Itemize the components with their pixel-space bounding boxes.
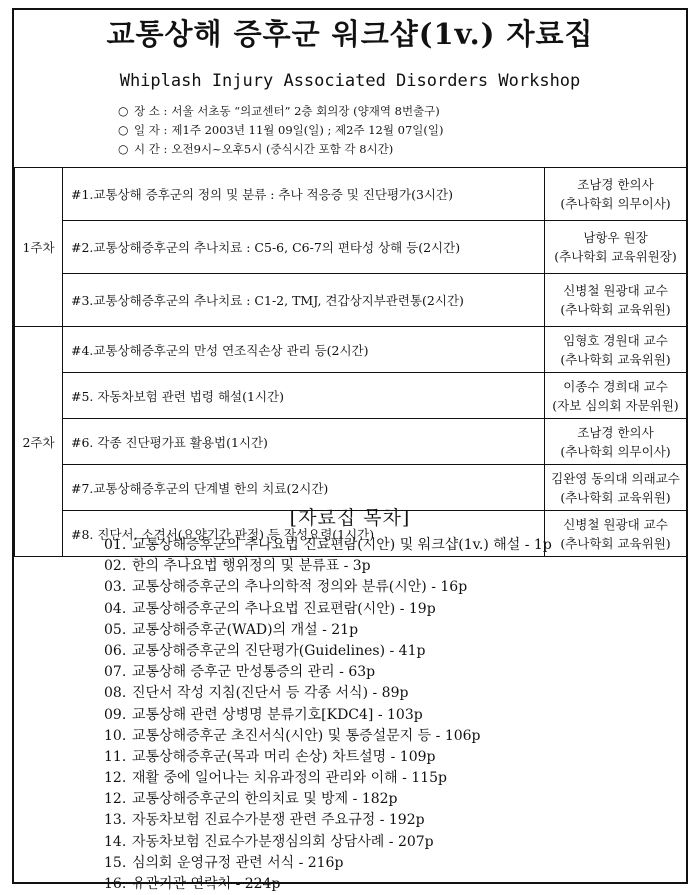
list-item bbox=[104, 662, 552, 683]
session-title: #6. 각종 진단평가표 활용법(1시간) bbox=[63, 419, 545, 465]
toc-text: 교통상해증후군의 추나요법 진료편람(시안) - 19p bbox=[132, 600, 436, 617]
toc-number: 11. bbox=[104, 748, 127, 765]
list-item bbox=[104, 705, 552, 726]
list-item bbox=[104, 577, 552, 598]
lecturer-affiliation: (추나학회 교육위원) bbox=[560, 302, 671, 317]
lecturer-name: 김완영 동의대 의래교수 bbox=[551, 470, 680, 486]
lecturer-affiliation: (추나학회 교육위원) bbox=[560, 535, 671, 551]
table-row bbox=[15, 373, 687, 419]
toc-number: 10. bbox=[104, 727, 127, 744]
session-title: #8. 진단서, 소견서(요양기간 판정) 등 작성요령(1시간) bbox=[63, 511, 545, 557]
table-row bbox=[15, 221, 687, 274]
list-item bbox=[104, 832, 552, 853]
toc-text: 교통상해증후군의 추나요법 진료편람(시안) 및 워크샵(1v.) 해설 - 1p bbox=[132, 537, 552, 553]
lecturer-name: 임형호 경원대 교수 bbox=[563, 332, 668, 348]
toc-number: 01. bbox=[104, 537, 127, 553]
info-label: 장 소 : bbox=[134, 104, 168, 118]
toc-text: 유관기관 연락처 - 224p bbox=[132, 876, 281, 892]
list-item bbox=[104, 726, 552, 747]
toc-number: 02. bbox=[104, 558, 127, 575]
document-page bbox=[12, 8, 688, 892]
info-value: 오전9시~오후5시 (중식시간 포함 각 8시간) bbox=[171, 142, 394, 156]
info-label: 일 자 : bbox=[134, 123, 168, 137]
circle-bullet-icon: ○ bbox=[118, 142, 129, 156]
toc-list bbox=[104, 535, 552, 895]
document-subtitle: Whiplash Injury Associated Disorders Workshop bbox=[119, 71, 581, 91]
info-value: 서울 서초동 “의교센터” 2층 회의장 (양재역 8번출구) bbox=[171, 104, 440, 118]
table-row bbox=[15, 419, 687, 465]
lecturer-affiliation: (추나학회 의무이사) bbox=[560, 196, 671, 211]
info-value: 제1주 2003년 11월 09일(일) ; 제2주 12월 07일(일) bbox=[171, 123, 444, 137]
document-title: 교통상해 증후군 워크샵(1v.) 자료집 bbox=[106, 17, 594, 51]
lecturer-name: 조남경 한의사 bbox=[577, 177, 654, 192]
session-title: #7.교통상해증후군의 단계별 한의 치료(2시간) bbox=[63, 465, 545, 511]
toc-number: 08. bbox=[104, 685, 127, 702]
week-label: 1주차 bbox=[15, 168, 63, 327]
lecturer-name: 남항우 원장 bbox=[583, 230, 648, 245]
toc-number: 15. bbox=[104, 854, 127, 871]
toc-number: 09. bbox=[104, 706, 127, 723]
week-label: 2주차 bbox=[15, 327, 63, 557]
lecturer-name: 신병철 원광대 교수 bbox=[563, 516, 668, 532]
list-item bbox=[104, 535, 552, 556]
lecturer-affiliation: (추나학회 교육위원) bbox=[560, 489, 671, 505]
lecturer-cell bbox=[545, 168, 687, 221]
lecturer-name: 신병철 원광대 교수 bbox=[563, 283, 668, 298]
table-row bbox=[15, 465, 687, 511]
toc-heading: [자료집 목차] bbox=[289, 507, 411, 529]
toc-text: 재활 중에 일어나는 치유과정의 관리와 이해 - 115p bbox=[132, 770, 447, 787]
session-title: #1.교통상해 증후군의 정의 및 분류 : 추나 적응증 및 진단평가(3시간) bbox=[63, 168, 545, 221]
session-title: #2.교통상해증후군의 추나치료 : C5-6, C6-7의 편타성 상해 등(2시간) bbox=[63, 221, 545, 274]
list-item bbox=[104, 683, 552, 704]
toc-text: 한의 추나요법 행위정의 및 분류표 - 3p bbox=[132, 558, 371, 575]
session-title: #3.교통상해증후군의 추나치료 : C1-2, TMJ, 견갑상지부관련통(2시간) bbox=[63, 274, 545, 327]
toc-number: 05. bbox=[104, 621, 127, 638]
toc-text: 교통상해증후군의 한의치료 및 방제 - 182p bbox=[132, 791, 398, 808]
lecturer-name: 이종수 경희대 교수 bbox=[563, 378, 668, 394]
toc-number: 06. bbox=[104, 642, 127, 659]
table-row bbox=[15, 327, 687, 373]
lecturer-affiliation: (추나학회 교육위원장) bbox=[554, 249, 677, 264]
list-item bbox=[104, 810, 552, 831]
list-item bbox=[104, 789, 552, 810]
schedule-table bbox=[14, 167, 687, 557]
lecturer-affiliation: (자보 심의회 자문위원) bbox=[552, 397, 679, 413]
lecturer-name: 조남경 한의사 bbox=[577, 424, 654, 440]
toc-text: 진단서 작성 지침(진단서 등 각종 서식) - 89p bbox=[132, 685, 409, 702]
toc-text: 교통상해증후군(WAD)의 개설 - 21p bbox=[132, 621, 359, 638]
toc-number: 12. bbox=[104, 791, 127, 808]
list-item bbox=[104, 556, 552, 577]
toc-text: 교통상해증후군의 추나의학적 정의와 분류(시안) - 16p bbox=[132, 579, 468, 596]
toc-text: 자동차보험 진료수가분쟁심의회 상담사례 - 207p bbox=[132, 833, 434, 850]
lecturer-cell bbox=[545, 327, 687, 373]
info-label: 시 간 : bbox=[134, 142, 168, 156]
info-time bbox=[118, 140, 686, 159]
table-row bbox=[15, 274, 687, 327]
list-item bbox=[104, 768, 552, 789]
table-row bbox=[15, 168, 687, 221]
toc-text: 교통상해증후군의 진단평가(Guidelines) - 41p bbox=[132, 642, 426, 659]
toc-number: 03. bbox=[104, 579, 127, 596]
lecturer-cell bbox=[545, 419, 687, 465]
session-title: #4.교통상해증후군의 만성 연조직손상 관리 등(2시간) bbox=[63, 327, 545, 373]
toc-text: 교통상해 관련 상병명 분류기호[KDC4] - 103p bbox=[132, 706, 423, 723]
lecturer-affiliation: (추나학회 의무이사) bbox=[560, 443, 671, 459]
info-date bbox=[118, 121, 686, 140]
toc-number: 12. bbox=[104, 770, 127, 787]
circle-bullet-icon: ○ bbox=[118, 104, 129, 118]
toc-number: 16. bbox=[104, 876, 127, 892]
toc-text: 자동차보험 진료수가분쟁 관련 주요규정 - 192p bbox=[132, 812, 425, 829]
toc-text: 교통상해 증후군 만성통증의 관리 - 63p bbox=[132, 664, 376, 681]
list-item bbox=[104, 620, 552, 641]
lecturer-cell bbox=[545, 274, 687, 327]
session-title: #5. 자동차보험 관련 법령 해설(1시간) bbox=[63, 373, 545, 419]
event-info bbox=[118, 102, 686, 159]
toc-text: 교통상해증후군 초진서식(시안) 및 통증설문지 등 - 106p bbox=[132, 727, 481, 744]
list-item bbox=[104, 747, 552, 768]
toc-text: 교통상해증후군(목과 머리 손상) 차트설명 - 109p bbox=[132, 748, 436, 765]
toc-number: 13. bbox=[104, 812, 127, 829]
circle-bullet-icon: ○ bbox=[118, 123, 129, 137]
toc-text: 심의회 운영규정 관련 서식 - 216p bbox=[132, 854, 344, 871]
lecturer-affiliation: (추나학회 교육위원) bbox=[560, 351, 671, 367]
toc-number: 14. bbox=[104, 833, 127, 850]
lecturer-cell bbox=[545, 465, 687, 511]
info-location bbox=[118, 102, 686, 121]
list-item bbox=[104, 599, 552, 620]
toc-number: 04. bbox=[104, 600, 127, 617]
lecturer-cell bbox=[545, 373, 687, 419]
toc-number: 07. bbox=[104, 664, 127, 681]
list-item bbox=[104, 641, 552, 662]
lecturer-cell bbox=[545, 221, 687, 274]
list-item bbox=[104, 853, 552, 874]
